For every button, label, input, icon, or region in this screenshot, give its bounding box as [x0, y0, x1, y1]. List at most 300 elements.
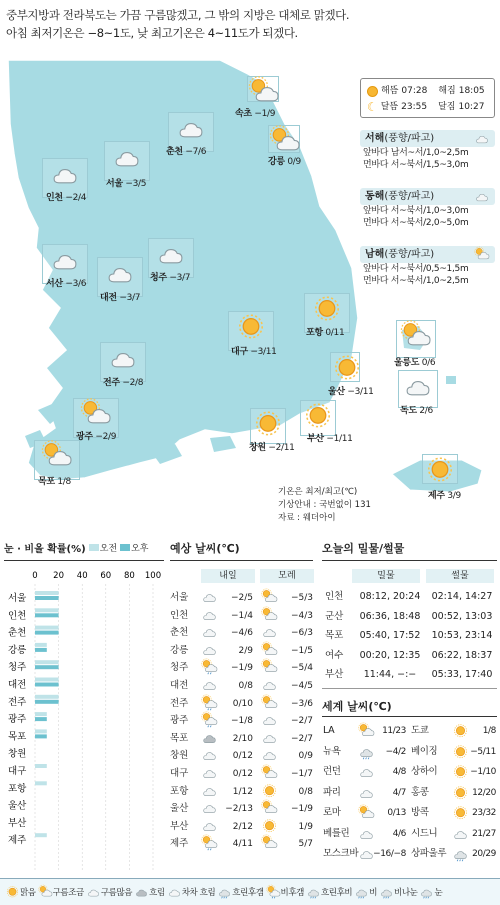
sea-area: 앞바다: [363, 264, 389, 274]
world-temp: 4/6: [392, 828, 406, 839]
sea-forecast: [360, 130, 495, 171]
forecast-temp-dayafter: −2/7: [290, 733, 313, 744]
moonrise-label: 달뜸: [380, 102, 399, 112]
world-city: 홍콩: [411, 786, 429, 798]
city-marker: [396, 320, 436, 358]
city-label: [249, 440, 295, 453]
tides-panel: [322, 540, 497, 556]
forecast-city: 대구: [170, 768, 189, 779]
legend-label: 비후갬: [280, 888, 304, 898]
world-city: 베이징: [411, 745, 438, 757]
sun-cloud-icon: [359, 805, 374, 823]
city-temp: −3/7: [116, 293, 141, 303]
precip-bar-am: [35, 764, 47, 768]
city-label: [46, 276, 86, 289]
sun-icon: [304, 403, 332, 431]
city-name: 광주: [76, 432, 93, 442]
forecast-temp-dayafter: 1/9: [298, 821, 313, 832]
legend-label: 눈: [434, 888, 443, 898]
precip-city: 제주: [8, 835, 27, 847]
city-name: 독도: [400, 406, 417, 416]
cloud-icon: [359, 764, 374, 782]
world-city: 상파울루: [411, 848, 447, 859]
city-temp: −3/6: [62, 279, 87, 289]
forecast-city: 강릉: [170, 644, 189, 656]
tick-label: 80: [123, 571, 135, 581]
city-marker: [250, 408, 286, 444]
sun-cloud-icon: [402, 323, 430, 351]
sun-cloud-icon: [39, 886, 52, 899]
cloud-icon: [106, 260, 134, 288]
cloud-icon: [202, 784, 217, 800]
precip-city: 강릉: [8, 644, 27, 656]
sun-icon: [6, 886, 19, 899]
icon-legend: [0, 878, 500, 905]
sunrise-label: 해뜸: [381, 86, 399, 96]
sun-cloud-icon: [262, 608, 277, 624]
sun-rain-icon: [202, 696, 217, 712]
moonrise-time: 23:55: [401, 102, 428, 112]
tick-label: 40: [76, 571, 88, 581]
forecast-temp-tomorrow: 0/8: [238, 681, 253, 691]
sea-row: [360, 159, 495, 171]
city-name: 청주: [150, 273, 167, 283]
forecast-temp-dayafter: −4/3: [290, 610, 313, 621]
city-name: 속초: [235, 109, 252, 119]
world-city: 모스크바: [323, 848, 359, 859]
forecast-temp-tomorrow: −2/5: [230, 593, 253, 603]
legend-am-swatch: [89, 544, 99, 551]
rain-icon: [218, 886, 231, 899]
sea-area: 먼바다: [363, 276, 389, 286]
city-name: 서울: [106, 179, 123, 189]
sun-cloud-icon: [271, 128, 299, 156]
world-city: 런던: [323, 766, 341, 777]
legend-label: 구름많음: [100, 888, 133, 898]
city-name: 울산: [328, 387, 345, 397]
cloud-icon: [202, 678, 217, 694]
sea-value: 서~북서/1,5~3,0m: [390, 160, 469, 170]
forecast-title: 예상 날씨(℃): [170, 542, 240, 555]
city-name: 서산: [46, 279, 63, 289]
sun-moon-box: [360, 78, 495, 118]
sea-value: 서~북서/2,0~5,0m: [390, 218, 469, 228]
city-temp: −3/7: [166, 273, 191, 283]
sun-icon: [254, 411, 282, 439]
sea-sub: (풍향/파고): [384, 191, 435, 202]
cloud-icon: [262, 748, 277, 764]
cloud-icon: [113, 144, 141, 172]
cloud-icon: [87, 886, 100, 899]
city-temp: −2/11: [265, 443, 295, 453]
sea-name: 서해: [365, 133, 385, 144]
forecast-temp-tomorrow: −4/6: [230, 628, 253, 639]
sun-icon: [262, 784, 277, 800]
sun-icon: [262, 819, 277, 835]
world-row: [323, 784, 498, 802]
legend-item: [218, 886, 263, 899]
forecast-temp-tomorrow: 0/10: [232, 698, 253, 709]
world-temp: 4/7: [392, 787, 406, 798]
precip-bar-pm: [35, 717, 47, 721]
forecast-temp-dayafter: −1/5: [290, 645, 313, 656]
sea-value: 서~북서/1,0~3,0m: [390, 206, 469, 216]
cloud-icon: [262, 625, 277, 641]
city-label: [46, 190, 86, 203]
tide-low: 02:14, 14:27: [431, 591, 493, 602]
sun-icon: [367, 86, 378, 97]
sun-cloud-icon: [262, 766, 277, 782]
world-panel: [322, 698, 497, 714]
city-label: [231, 344, 277, 357]
tide-port: 군산: [325, 610, 344, 622]
forecast-row: [170, 590, 315, 606]
legend-label: 구름조금: [52, 888, 84, 898]
precip-city: 목포: [8, 731, 27, 743]
forecast-row: [170, 731, 315, 747]
cloud-icon: [404, 373, 432, 401]
legend-item: [39, 886, 84, 899]
city-name: 강릉: [268, 157, 285, 167]
precip-city: 청주: [8, 662, 27, 674]
tide-low: 10:53, 23:14: [431, 630, 493, 641]
world-temp: −1/10: [470, 767, 496, 777]
forecast-temp-dayafter: −1/9: [290, 804, 313, 815]
cloud-icon: [51, 247, 79, 275]
cloud-icon: [359, 826, 374, 844]
sun-icon: [453, 764, 468, 782]
precip-bar-pm: [35, 631, 59, 635]
cloud-icon: [109, 345, 137, 373]
world-temp: 0/13: [387, 808, 406, 818]
precip-bar-pm: [35, 665, 59, 669]
cloud-icon: [262, 713, 277, 729]
precip-chart: [0, 566, 168, 876]
sun-rain-icon: [202, 713, 217, 729]
rain-icon: [380, 886, 393, 899]
forecast-city: 울산: [170, 803, 189, 815]
precip-bar-pm: [35, 613, 59, 617]
map-note: [278, 486, 371, 525]
forecast-row: [170, 784, 315, 800]
forecast-city: 창원: [170, 750, 189, 762]
city-temp: −2/4: [62, 193, 87, 203]
grey-cloud-icon: [135, 886, 148, 899]
forecast-temp-dayafter: −1/7: [290, 769, 313, 779]
forecast-temp-dayafter: −6/3: [290, 628, 313, 639]
forecast-temp-dayafter: 0/8: [298, 786, 313, 797]
sea-name: 남해: [365, 249, 385, 260]
world-row: [323, 743, 498, 761]
cloud-icon: [202, 643, 217, 659]
legend-label: 비: [369, 888, 378, 898]
forecast-col1: 내일: [201, 569, 255, 583]
legend-item: [135, 886, 165, 899]
sea-forecast: [360, 246, 495, 287]
cloud-icon: [359, 846, 374, 864]
forecast-temp-dayafter: −4/5: [290, 681, 313, 691]
legend-label: 흐린후비: [320, 888, 353, 898]
legend-am-label: 오전: [99, 544, 118, 554]
legend-pm-label: 오후: [131, 544, 149, 554]
cloud-icon: [157, 241, 185, 269]
city-name: 부산: [307, 434, 324, 444]
world-city: 도쿄: [411, 725, 429, 736]
city-name: 대전: [100, 293, 117, 303]
city-marker: [330, 352, 360, 382]
forecast-temp-tomorrow: 0/12: [232, 769, 253, 779]
cloud-icon: [177, 115, 205, 143]
precip-bar-pm: [35, 648, 47, 652]
precip-bar-pm: [35, 596, 59, 600]
legend-label: 흐린후갬: [232, 888, 264, 898]
sun-cloud-icon: [262, 801, 277, 817]
tide-row: [325, 667, 497, 683]
forecast-row: [170, 696, 315, 712]
city-label: [428, 488, 461, 501]
forecast-city: 인천: [170, 609, 189, 621]
sea-header: [360, 130, 495, 147]
tide-port: 인천: [325, 591, 344, 602]
city-temp: 0/11: [322, 328, 345, 338]
sea-value: 서~북서/1,0~2,5m: [390, 276, 469, 286]
headline: [6, 6, 349, 42]
sun-cloud-icon: [475, 247, 489, 264]
forecast-temp-dayafter: 5/7: [298, 839, 313, 850]
city-temp: −7/6: [182, 147, 207, 157]
cloud-icon: [51, 161, 79, 189]
note-line1: 기온은 최저/최고(℃): [278, 487, 358, 497]
world-temp: 1/8: [482, 726, 496, 736]
city-label: [306, 325, 344, 338]
precip-city: 광주: [8, 714, 27, 726]
sun-cloud-icon: [250, 79, 278, 107]
sea-value: 서~북서/0,5~1,5m: [390, 264, 469, 274]
forecast-city: 제주: [170, 838, 189, 850]
cloud-icon: [475, 189, 489, 206]
forecast-temp-tomorrow: 2/9: [238, 645, 253, 656]
precip-city: 인천: [8, 610, 27, 622]
sea-row: [360, 263, 495, 275]
forecast-row: [170, 766, 315, 782]
city-temp: 3/9: [444, 491, 461, 501]
forecast-temp-tomorrow: 2/10: [232, 733, 253, 744]
city-label: [307, 431, 353, 444]
note-line3: 자료 : 웨더아이: [278, 513, 336, 523]
cloud-icon: [475, 131, 489, 148]
moonset-label: 달짐: [438, 102, 456, 112]
city-name: 울릉도: [394, 358, 420, 368]
city-temp: −3/5: [122, 179, 147, 189]
city-name: 목포: [38, 477, 55, 487]
world-city: 파리: [323, 786, 341, 798]
sun-icon: [426, 457, 454, 485]
sea-forecast: [360, 188, 495, 229]
forecast-row: [170, 819, 315, 835]
cloud-icon: [262, 678, 277, 694]
sunset-label: 해짐: [438, 86, 456, 96]
sun-cloud-icon: [262, 660, 277, 676]
precip-bar-am: [35, 695, 59, 699]
precip-bar-am: [35, 781, 47, 785]
precip-bar-am: [35, 591, 59, 595]
tick-label: 100: [144, 571, 162, 581]
cloud-icon: [202, 608, 217, 624]
forecast-temp-tomorrow: 2/12: [232, 821, 253, 832]
tide-high: 00:20, 12:35: [359, 649, 421, 661]
sea-header: [360, 246, 495, 263]
rain-icon: [307, 886, 320, 899]
city-marker: [268, 125, 300, 153]
forecast-city: 광주: [170, 715, 189, 727]
tide-high: 11:44, −:−: [363, 669, 417, 680]
sun-rain-icon: [202, 660, 217, 676]
legend-label: 차차 흐림: [181, 888, 216, 898]
precip-panel: [4, 540, 164, 555]
forecast-row: [170, 713, 315, 729]
legend-item: [168, 886, 216, 899]
cloud-icon: [202, 801, 217, 817]
tide-row: [325, 628, 497, 644]
tides-col2: 썰물: [426, 569, 494, 583]
city-label: [235, 106, 275, 119]
precip-bar-am: [35, 712, 47, 716]
city-temp: 2/6: [416, 406, 433, 416]
sun-icon: [237, 314, 265, 342]
sun-cloud-icon: [43, 443, 71, 471]
city-temp: 0/6: [419, 358, 436, 368]
world-temp: 12/20: [472, 787, 496, 798]
moon-icon: ☾: [367, 100, 378, 114]
precip-bar-am: [35, 729, 47, 733]
rain-icon: [453, 846, 468, 864]
tick-label: 60: [100, 571, 112, 581]
legend-item: [307, 886, 352, 899]
tide-row: [325, 648, 497, 664]
cloud-icon: [262, 731, 277, 747]
sun-cloud-icon: [359, 723, 374, 741]
city-temp: −3/11: [344, 387, 374, 397]
forecast-row: [170, 608, 315, 624]
sun-cloud-icon: [262, 696, 277, 712]
city-label: [394, 355, 435, 368]
sea-value: 남서~서/1,0~2,5m: [390, 148, 469, 158]
forecast-temp-dayafter: −3/6: [290, 698, 313, 709]
city-name: 춘천: [166, 147, 183, 157]
city-name: 전주: [103, 378, 120, 388]
sun-icon: [453, 744, 468, 762]
city-marker: [422, 454, 458, 484]
sun-rain-icon: [267, 886, 280, 899]
tide-low: 00:52, 13:03: [431, 610, 493, 622]
forecast-temp-tomorrow: −1/8: [230, 716, 253, 727]
rain-icon: [359, 744, 374, 762]
precip-city: 부산: [8, 817, 27, 829]
sun-cloud-icon: [262, 590, 277, 606]
forecast-row: [170, 660, 315, 676]
precip-bar-am: [35, 833, 47, 837]
city-label: [328, 384, 374, 397]
sea-row: [360, 205, 495, 217]
sea-name: 동해: [365, 191, 385, 202]
city-label: [106, 176, 146, 189]
sun-cloud-icon: [262, 643, 277, 659]
legend-item: [380, 886, 417, 899]
world-city: 방콕: [411, 807, 429, 818]
precip-bar-am: [35, 643, 47, 647]
sun-cloud-icon: [82, 401, 110, 429]
city-marker: [104, 141, 150, 181]
forecast-row: [170, 643, 315, 659]
world-temp: −16/−8: [373, 849, 406, 859]
forecast-row: [170, 748, 315, 764]
sun-icon: [453, 805, 468, 823]
legend-item: [355, 886, 377, 899]
world-row: [323, 825, 498, 843]
city-temp: 1/8: [54, 477, 71, 487]
precip-bar-am: [35, 608, 59, 612]
sun-icon: [333, 355, 361, 383]
city-name: 인천: [46, 193, 63, 203]
world-city: 상하이: [411, 766, 438, 777]
precip-city: 서울: [8, 593, 27, 604]
sea-row: [360, 147, 495, 159]
sun-rain-icon: [202, 836, 217, 852]
city-name: 창원: [249, 443, 266, 453]
forecast-row: [170, 801, 315, 817]
legend-item: [420, 886, 442, 899]
cloud-icon: [202, 819, 217, 835]
world-title: 세계 날씨(℃): [322, 700, 392, 713]
city-marker: [247, 76, 279, 102]
headline-line2: 아침 최저기온은 −8~1도, 낮 최고기온은 4~11도가 되겠다.: [6, 26, 298, 40]
precip-bar-am: [35, 678, 59, 682]
legend-label: 비나눈: [394, 888, 418, 898]
precip-bar-pm: [35, 683, 59, 687]
legend-label: 맑음: [20, 888, 36, 898]
world-temp: 21/27: [472, 828, 496, 839]
forecast-city: 포항: [170, 785, 189, 797]
forecast-temp-dayafter: 0/9: [298, 751, 313, 762]
cloud-icon: [202, 590, 217, 606]
world-city: 시드니: [411, 827, 438, 839]
cloud-icon: [168, 886, 181, 899]
sea-sub: (풍향/파고): [384, 133, 435, 144]
tide-high: 06:36, 18:48: [359, 610, 421, 622]
city-temp: −1/9: [251, 109, 276, 119]
precip-city: 전주: [8, 696, 27, 708]
world-temp: 23/32: [472, 808, 496, 818]
sea-area: 앞바다: [363, 206, 389, 216]
legend-label: 흐림: [149, 888, 165, 898]
city-label: [400, 403, 433, 416]
tide-port: 여수: [325, 649, 344, 661]
world-city: LA: [323, 725, 335, 736]
cloud-icon: [202, 625, 217, 641]
precip-city: 포항: [8, 783, 27, 795]
city-label: [166, 144, 206, 157]
world-row: [323, 722, 498, 740]
forecast-temp-tomorrow: −2/13: [225, 804, 253, 815]
tick-label: 20: [53, 571, 65, 581]
cloud-icon: [453, 826, 468, 844]
sun-icon: [313, 296, 341, 324]
tide-row: [325, 589, 497, 605]
tide-port: 목포: [325, 630, 344, 641]
sun-cloud-icon: [262, 836, 277, 852]
forecast-city: 춘천: [170, 627, 189, 639]
forecast-city: 목포: [170, 732, 189, 744]
